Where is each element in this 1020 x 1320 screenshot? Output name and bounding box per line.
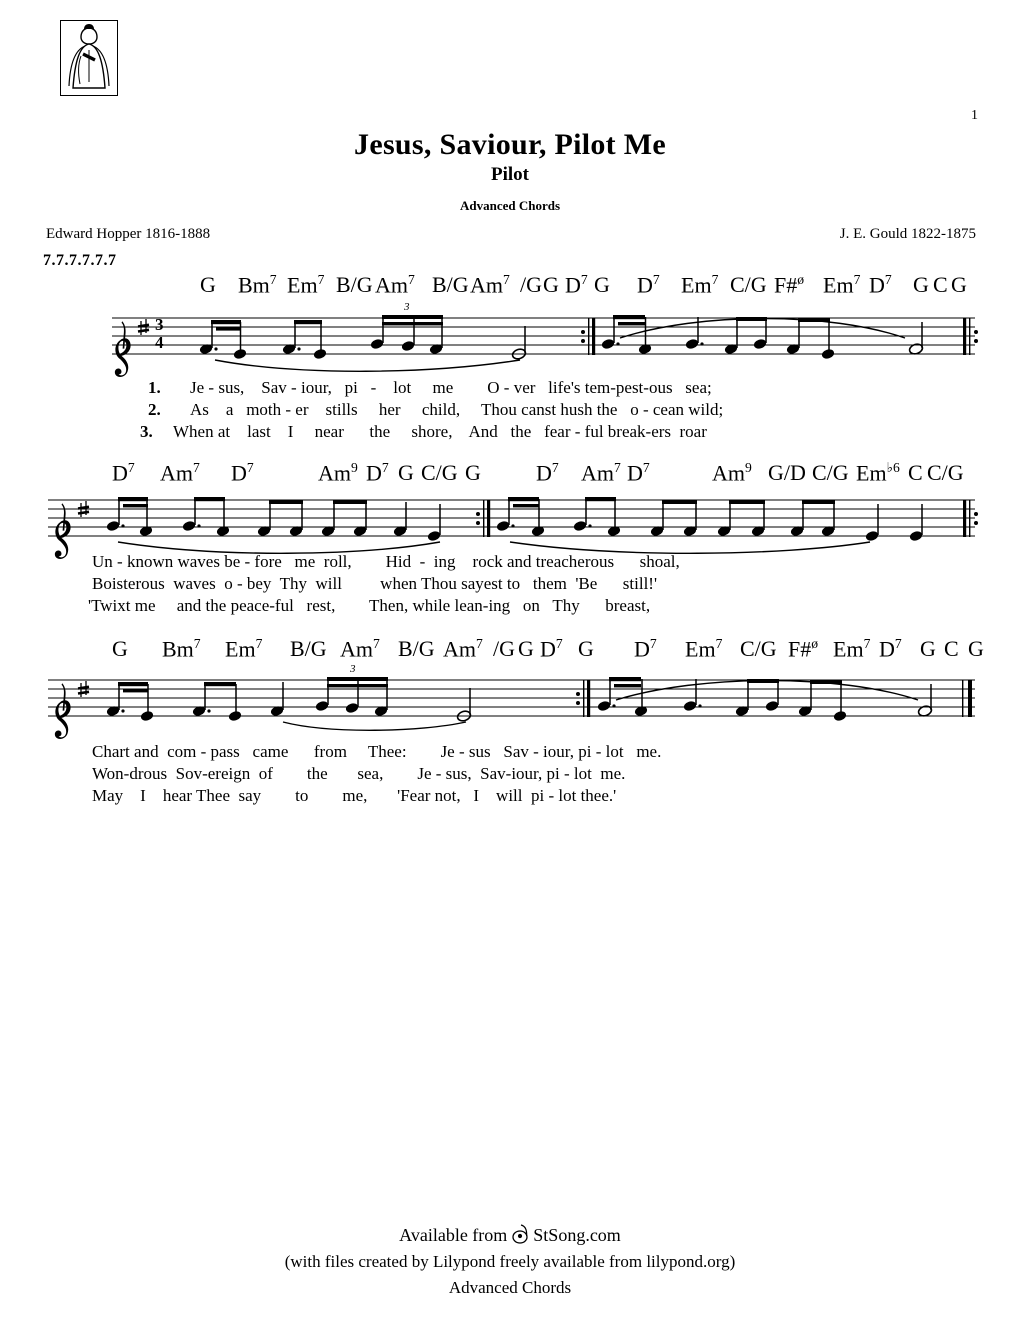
verse-number: 3. — [140, 422, 153, 441]
chord-symbol: $D^7$ — [231, 460, 254, 486]
composer-credit: J. E. Gould 1822-1875 — [839, 226, 976, 242]
chord-symbol: $D^7$ — [112, 460, 135, 486]
chord-symbol: Bm$^7$ — [162, 636, 201, 662]
chord-symbol: $D^7$ — [879, 636, 902, 662]
chord-symbol: $D^7$ — [565, 272, 588, 298]
svg-text:3: 3 — [350, 663, 356, 675]
lyric-text: 'Twixt me and the peace-ful rest, Then, while lean-ing on Thy breast, — [88, 596, 651, 615]
chord-symbol: /G — [520, 272, 542, 297]
chord-symbol: $D^7$ — [536, 460, 559, 486]
chord-symbol: B/G — [432, 272, 469, 297]
lyric-line — [0, 742, 1020, 764]
chord-symbol: F#$^ø$ — [788, 636, 819, 662]
chord-symbol: $D^7$ — [869, 272, 892, 298]
chord-symbol: B/G — [398, 636, 435, 661]
chord-symbol: G/D — [768, 460, 806, 485]
meter-text: 7.7.7.7.7.7 — [43, 252, 117, 269]
angel-logo-icon — [60, 20, 118, 96]
footer-arrangement: Advanced Chords — [448, 1278, 572, 1297]
chord-symbol: Am$^7$ — [581, 460, 621, 486]
music-system-2 — [0, 460, 1020, 628]
chord-symbol: $D^7$ — [637, 272, 660, 298]
arrangement-tagline: Advanced Chords — [459, 198, 561, 213]
svg-text:3: 3 — [155, 315, 164, 334]
footer-available-text: Available from — [399, 1225, 508, 1245]
chord-symbol: Bm$^7$ — [238, 272, 277, 298]
chord-symbol: Am$^9$ — [318, 460, 358, 486]
footer-lilypond-note: (with files created by Lilypond freely available from lilypond.org) — [284, 1252, 736, 1271]
chord-symbol: C/G — [927, 460, 964, 485]
footer — [0, 1225, 1020, 1298]
lyrics-block-1 — [0, 378, 1020, 444]
chord-row-3 — [0, 636, 1020, 666]
chord-symbol: Am$^7$ — [443, 636, 483, 662]
verse-number: 1. — [148, 378, 161, 397]
lyric-line — [0, 378, 1020, 400]
lyric-line — [0, 574, 1020, 596]
lyric-text: As a moth - er stills her child, Thou canst hush the o - cean wild; — [190, 400, 724, 419]
chord-symbol: /G — [493, 636, 515, 661]
lyric-line — [0, 764, 1020, 786]
chord-symbol: Em$^7$ — [823, 272, 861, 298]
lyric-text: Chart and com - pass came from Thee: Je - sus Sav - iour, pi - lot me. — [92, 742, 662, 761]
lyric-line — [0, 400, 1020, 422]
chord-symbol: G — [913, 272, 929, 297]
chord-symbol: B/G — [336, 272, 373, 297]
music-system-3 — [0, 636, 1020, 818]
chord-symbol: $D^7$ — [627, 460, 650, 486]
chord-symbol: B/G — [290, 636, 327, 661]
chord-symbol: Em$^7$ — [833, 636, 871, 662]
chord-symbol: Am$^7$ — [375, 272, 415, 298]
lyric-text: Un - known waves be - fore me roll, Hid - ing rock and treacherous shoal, — [92, 552, 680, 571]
staff-1 — [0, 301, 1020, 383]
chord-symbol: F#$^ø$ — [774, 272, 805, 298]
lyric-text: Won-drous Sov-ereign of the sea, Je - sus, Sav-iour, pi - lot me. — [92, 764, 626, 783]
chord-symbol: G — [200, 272, 216, 297]
chord-row-2 — [0, 460, 1020, 490]
lyric-text: May I hear Thee say to me, 'Fear not, I will pi - lot thee.' — [92, 786, 617, 805]
staff-3 — [0, 663, 1020, 745]
lyric-text: Boisterous waves o - bey Thy will when Thou sayest to them 'Be still!' — [92, 574, 658, 593]
chord-symbol: Am$^7$ — [340, 636, 380, 662]
chord-symbol: G — [398, 460, 414, 485]
page-number: 1 — [971, 108, 978, 123]
chord-symbol: G — [578, 636, 594, 661]
lyrics-block-2 — [0, 552, 1020, 618]
chord-symbol: G — [594, 272, 610, 297]
chord-symbol: C/G — [730, 272, 767, 297]
page-subtitle: Pilot — [491, 164, 529, 185]
svg-text:4: 4 — [155, 333, 164, 352]
chord-symbol: Em$^7$ — [225, 636, 263, 662]
lyric-line — [0, 552, 1020, 574]
chord-symbol: C — [933, 272, 948, 297]
poet-credit: Edward Hopper 1816-1888 — [46, 226, 211, 242]
lyric-text: Je - sus, Sav - iour, pi - lot me O - ver life's tem-pest-ous sea; — [190, 378, 712, 397]
chord-symbol: $D^7$ — [366, 460, 389, 486]
chord-symbol: Em$^7$ — [685, 636, 723, 662]
chord-symbol: G — [465, 460, 481, 485]
chord-symbol: C/G — [812, 460, 849, 485]
lyric-line — [0, 786, 1020, 808]
chord-symbol: Am$^7$ — [470, 272, 510, 298]
chord-symbol: C/G — [740, 636, 777, 661]
chord-symbol: Em$^7$ — [681, 272, 719, 298]
chord-symbol: C/G — [421, 460, 458, 485]
chord-symbol: G — [518, 636, 534, 661]
lyrics-block-3 — [0, 742, 1020, 808]
chord-symbol: C — [908, 460, 923, 485]
chord-row-1 — [0, 272, 1020, 302]
chord-symbol: $D^7$ — [634, 636, 657, 662]
chord-symbol: G — [112, 636, 128, 661]
chord-symbol: Am$^7$ — [160, 460, 200, 486]
notehead-icon — [512, 1225, 529, 1244]
lyric-line — [0, 596, 1020, 618]
lyric-text: When at last I near the shore, And the fear - ful break-ers roar — [173, 422, 707, 441]
chord-symbol: $D^7$ — [540, 636, 563, 662]
music-system-1 — [0, 272, 1020, 452]
page-title: Jesus, Saviour, Pilot Me — [354, 128, 666, 161]
chord-symbol: G — [920, 636, 936, 661]
chord-symbol: Am$^9$ — [712, 460, 752, 486]
chord-symbol: Em$^7$ — [287, 272, 325, 298]
lyric-line — [0, 422, 1020, 444]
footer-site-link[interactable]: StSong.com — [533, 1225, 621, 1245]
chord-symbol: $Em^{♭6}$ — [856, 460, 900, 486]
chord-symbol: C — [944, 636, 959, 661]
verse-number: 2. — [148, 400, 161, 419]
svg-text:3: 3 — [404, 301, 410, 313]
chord-symbol: G — [543, 272, 559, 297]
chord-symbol: G — [968, 636, 984, 661]
chord-symbol: G — [951, 272, 967, 297]
